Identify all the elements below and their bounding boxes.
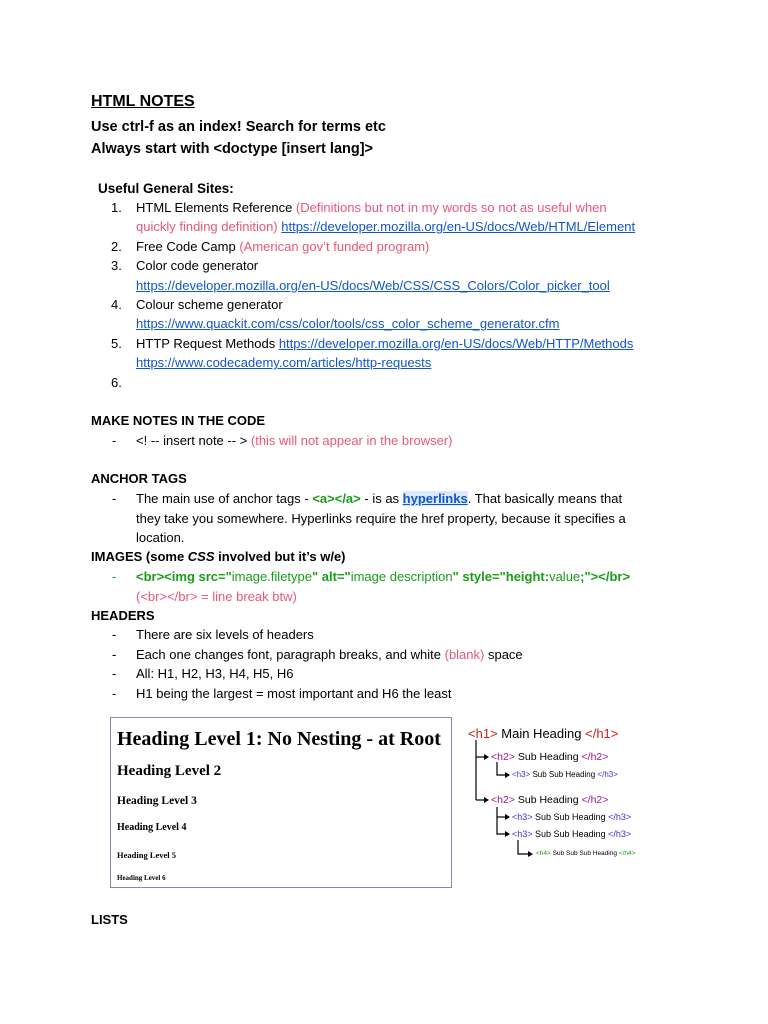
tag-open: <h3> — [512, 829, 533, 839]
heading-level-5: Heading Level 5 — [117, 850, 177, 860]
list-item — [136, 431, 452, 451]
http-methods-link[interactable]: https://developer.mozilla.org/en-US/docs/Web/HTTP/Methods — [278, 336, 634, 351]
tree-h3 — [512, 829, 631, 839]
tag-open: <h2> — [491, 751, 515, 763]
tree-label: Main Heading — [497, 726, 586, 741]
tag-close: </h3> — [608, 829, 632, 839]
html-element-reference-link[interactable]: https://developer.mozilla.org/en-US/docs/Web/HTML/Element — [281, 219, 636, 234]
heading-level-4: Heading Level 4 — [117, 822, 187, 833]
list-item-continuation: they take you somewhere. Hyperlinks require the href property, because it specifies a — [136, 511, 626, 526]
list-number: 5. — [111, 336, 122, 351]
tree-h3 — [512, 770, 618, 779]
tag-close: </h2> — [581, 794, 609, 806]
hyperlinks-link[interactable]: hyperlinks — [402, 491, 468, 506]
img-code-line — [136, 567, 630, 587]
tag-open: <h3> — [512, 812, 533, 822]
tag-open: <h3> — [512, 770, 531, 779]
tree-h1 — [468, 726, 618, 741]
tag-open: <h4> — [536, 850, 551, 857]
img-code: " alt=" — [312, 569, 351, 584]
arrow-icon — [505, 814, 510, 820]
list-number: 6. — [111, 375, 122, 390]
lists-heading: LISTS — [91, 912, 128, 927]
bullet-dash: - — [112, 569, 117, 584]
heading-level-2: Heading Level 2 — [117, 763, 222, 779]
img-code-value: image description — [350, 569, 453, 584]
line-break-note: (<br></br> = line break btw) — [136, 589, 297, 604]
tag-close: </h3> — [608, 812, 632, 822]
site-note: (Definitions but not in my words so not as useful when — [295, 200, 607, 215]
arrow-icon — [505, 831, 510, 837]
site-note: quickly finding definition) — [136, 219, 282, 234]
tree-h2 — [491, 751, 608, 763]
bullet-dash: - — [112, 686, 117, 701]
tree-h4 — [536, 850, 635, 857]
heading-level-3: Heading Level 3 — [117, 795, 197, 807]
site-label: HTML Elements Reference — [136, 200, 296, 215]
arrow-icon — [484, 797, 489, 803]
anchor-text: The main use of anchor tags - — [136, 491, 313, 506]
connector-line — [518, 840, 528, 854]
tree-h3 — [512, 812, 631, 822]
tree-label: Sub Sub Heading — [532, 812, 609, 822]
site-label: HTTP Request Methods — [136, 336, 279, 351]
tree-label: Sub Sub Heading — [530, 770, 598, 779]
comment-code: <! -- insert note -- > — [136, 433, 251, 448]
page-title: HTML NOTES — [91, 93, 195, 110]
comment-note: (this will not appear in the browser) — [250, 433, 453, 448]
list-item — [136, 237, 429, 257]
site-label: Color code generator — [136, 258, 259, 273]
list-item — [136, 198, 607, 218]
list-item-continuation — [136, 217, 635, 237]
img-code-value: value — [549, 569, 581, 584]
arrow-icon — [505, 772, 510, 778]
images-heading-text: IMAGES (some — [91, 549, 188, 564]
tree-label: Sub Heading — [514, 751, 582, 763]
img-code: <br><img src=" — [136, 569, 232, 584]
arrow-icon — [484, 754, 489, 760]
list-item — [136, 489, 622, 509]
heading-levels-image — [110, 717, 452, 888]
bullet-dash: - — [112, 647, 117, 662]
list-item: All: H1, H2, H3, H4, H5, H6 — [136, 666, 294, 681]
site-label: Free Code Camp — [136, 239, 240, 254]
anchor-text: . That basically means that — [467, 491, 623, 506]
list-item: There are six levels of headers — [136, 627, 314, 642]
list-item: H1 being the largest = most important and H6 the least — [136, 686, 452, 701]
color-picker-link[interactable]: https://developer.mozilla.org/en-US/docs/Web/CSS/CSS_Colors/Color_picker_tool — [136, 278, 610, 293]
arrow-icon — [528, 851, 533, 857]
tag-close: </h4> — [618, 850, 636, 857]
header-text: space — [484, 647, 523, 662]
tag-close: </h3> — [597, 770, 618, 779]
list-number: 3. — [111, 258, 122, 273]
anchor-code: <a></a> — [312, 491, 361, 506]
bullet-dash: - — [112, 491, 117, 506]
useful-sites-heading: Useful General Sites: — [98, 181, 234, 196]
bullet-dash: - — [112, 666, 117, 681]
list-number: 4. — [111, 297, 122, 312]
heading-nesting-diagram — [462, 720, 682, 870]
make-notes-heading: MAKE NOTES IN THE CODE — [91, 413, 266, 428]
tag-close: </h1> — [585, 726, 619, 741]
subtitle-ctrl-f: Use ctrl-f as an index! Search for terms etc — [91, 119, 386, 135]
tag-close: </h2> — [581, 751, 609, 763]
img-code: " style="height: — [452, 569, 550, 584]
list-item-continuation: location. — [136, 530, 185, 545]
tree-label: Sub Heading — [514, 794, 582, 806]
tree-h2 — [491, 794, 608, 806]
tree-label: Sub Sub Heading — [532, 829, 609, 839]
images-heading-text: involved but it’s w/e) — [214, 549, 346, 564]
site-note: (American gov’t funded program) — [239, 239, 430, 254]
img-code: ;"></br> — [580, 569, 631, 584]
bullet-dash: - — [112, 433, 117, 448]
tree-label: Sub Sub Sub Heading — [550, 850, 619, 857]
tag-open: <h2> — [491, 794, 515, 806]
connector-line — [497, 807, 505, 834]
bullet-dash: - — [112, 627, 117, 642]
images-heading — [91, 549, 346, 564]
list-item — [136, 334, 633, 354]
heading-level-1: Heading Level 1: No Nesting - at Root — [117, 728, 441, 750]
colour-scheme-link[interactable]: https://www.quackit.com/css/color/tools/css_color_scheme_generator.cfm — [136, 316, 560, 331]
codecademy-link[interactable]: https://www.codecademy.com/articles/http-requests — [136, 355, 432, 370]
images-heading-css: CSS — [187, 549, 215, 564]
headers-heading: HEADERS — [91, 608, 155, 623]
tag-open: <h1> — [468, 726, 498, 741]
header-text: Each one changes font, paragraph breaks, and white — [136, 647, 445, 662]
img-code-value: image.filetype — [231, 569, 312, 584]
header-note: (blank) — [444, 647, 485, 662]
heading-level-6: Heading Level 6 — [117, 874, 166, 882]
list-number: 1. — [111, 200, 122, 215]
list-item — [136, 645, 523, 665]
anchor-tags-heading: ANCHOR TAGS — [91, 471, 187, 486]
anchor-text: - is as — [360, 491, 403, 506]
subtitle-doctype: Always start with <doctype [insert lang]> — [91, 141, 374, 157]
site-label: Colour scheme generator — [136, 297, 283, 312]
list-number: 2. — [111, 239, 122, 254]
connector-line — [497, 762, 505, 775]
